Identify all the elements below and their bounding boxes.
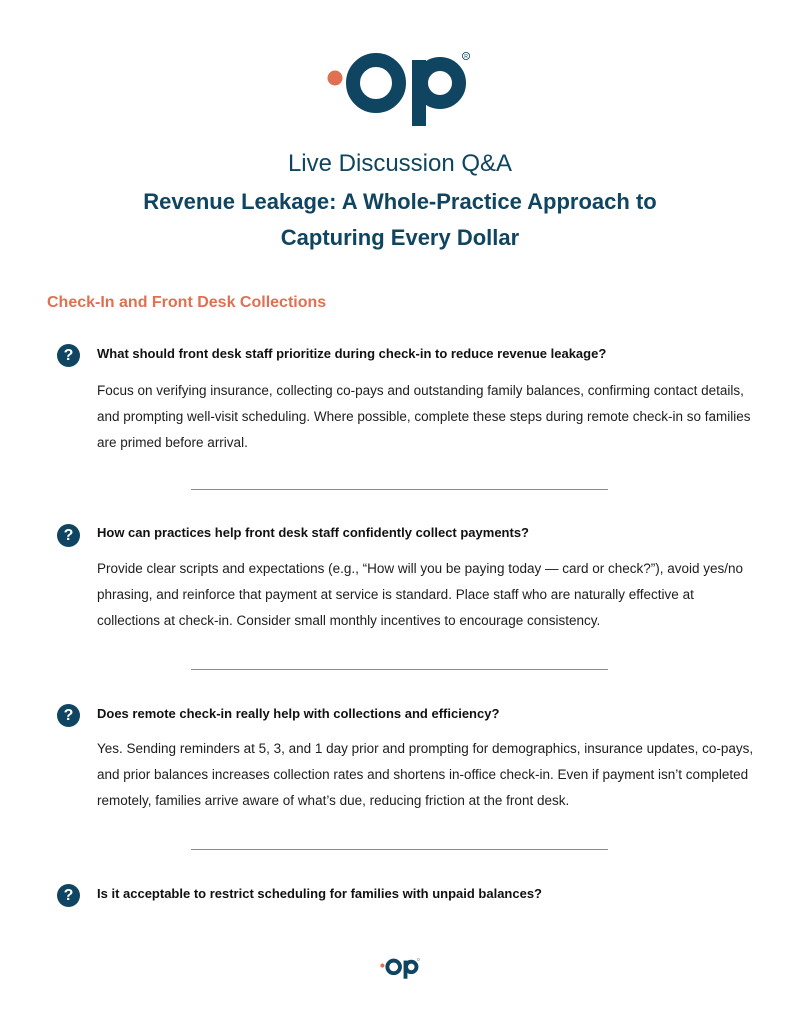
op-logo <box>326 47 472 127</box>
logo-letter-p-bowl <box>421 64 459 102</box>
logo-letter-o <box>353 60 399 106</box>
question-mark-icon: ? <box>57 344 80 367</box>
divider <box>191 669 608 670</box>
answer-text: Focus on verifying insurance, collecting co-pays and outstanding family balances, confirming contact details, and prompting well-visit scheduling. Where possible, complete these steps during remote check-in so families are primed before arrival. <box>97 383 751 450</box>
divider <box>191 849 608 850</box>
page-subtitle: Live Discussion Q&A <box>287 150 513 177</box>
question-mark-icon: ? <box>57 524 80 547</box>
question-mark-icon: ? <box>57 884 80 907</box>
question-mark-icon: ? <box>57 704 80 727</box>
answer-text: Provide clear scripts and expectations (e.g., “How will you be paying today — card or check?”), avoid yes/no phrasing, and reinforce that payment at service is standard. Place staff who are naturally effective at collections at check-in. Consider small monthly incentives to encourage consistency. <box>97 561 744 628</box>
question-text: Does remote check-in really help with collections and efficiency? <box>97 706 500 721</box>
registered-mark: R <box>464 54 468 60</box>
question-text: Is it acceptable to restrict scheduling for families with unpaid balances? <box>97 886 542 901</box>
question-text: What should front desk staff prioritize during check-in to reduce revenue leakage? <box>97 346 607 361</box>
logo-dot <box>328 71 343 86</box>
answer-text: Yes. Sending reminders at 5, 3, and 1 day prior and prompting for demographics, insurance updates, co-pays, and prior balances increases collection rates and shortens in-office check-in. Even if payment isn’t completed remotely, families arrive aware of what’s due, reducing friction at the front desk. <box>97 741 754 808</box>
divider <box>191 489 608 490</box>
footer-op-logo <box>379 957 421 979</box>
page-title: Revenue Leakage: A Whole-Practice Approach to Capturing Every Dollar <box>143 189 657 250</box>
section-heading: Check-In and Front Desk Collections <box>47 294 327 311</box>
question-text: How can practices help front desk staff confidently collect payments? <box>97 525 529 540</box>
